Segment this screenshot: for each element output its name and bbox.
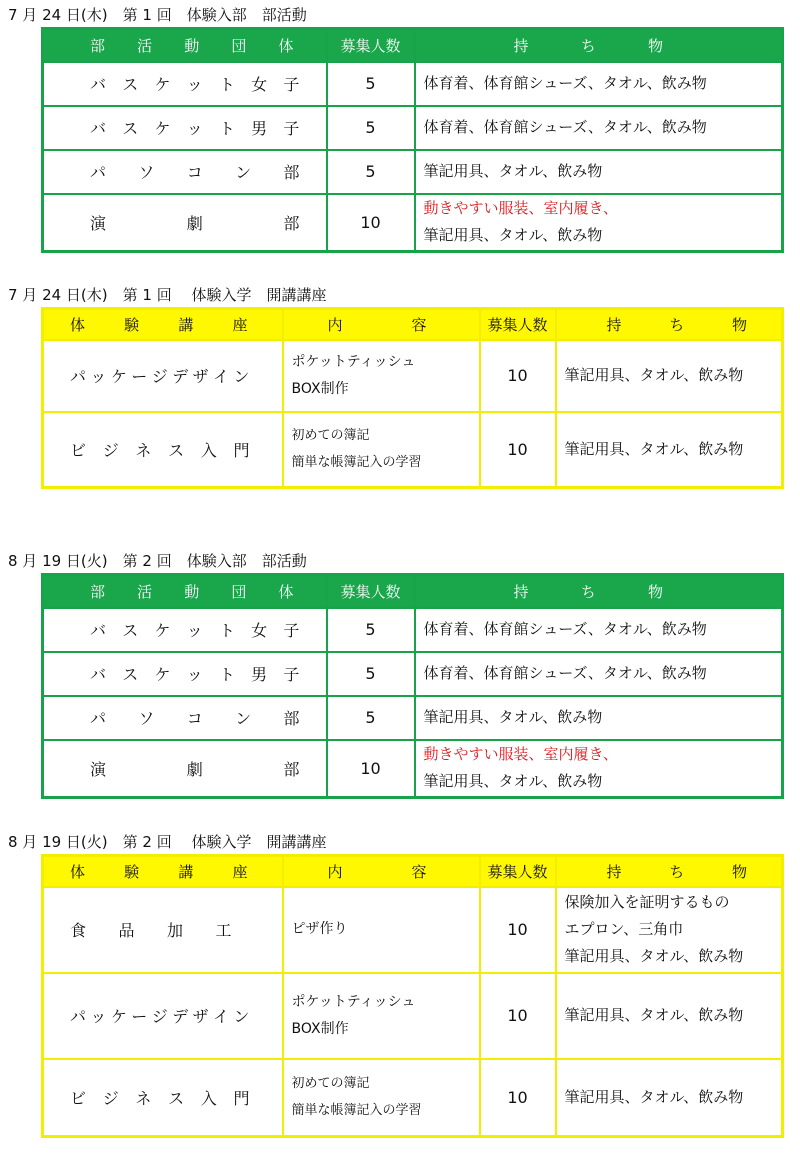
items-list: 筆記用具、タオル、飲み物 — [415, 150, 783, 194]
table-row — [43, 973, 783, 1059]
recruit-count: 10 — [480, 973, 556, 1059]
table-header-row — [43, 29, 783, 62]
items-line: 筆記用具、タオル、飲み物 — [423, 772, 603, 791]
recruit-count: 10 — [480, 412, 556, 488]
items-list: 体育着、体育館シューズ、タオル、飲み物 — [415, 608, 783, 652]
recruit-count: 10 — [480, 887, 556, 973]
table-header-row — [43, 856, 783, 887]
header-items: 持 ち 物 — [415, 575, 783, 608]
recruit-count: 10 — [327, 740, 415, 798]
items-list: 筆記用具、タオル、飲み物 — [556, 412, 783, 488]
recruit-count: 10 — [480, 340, 556, 412]
club-name: 演 劇 部 — [43, 740, 327, 798]
header-count: 募集人数 — [327, 29, 415, 62]
table-row — [43, 652, 783, 696]
course-content: ポケットティッシュ BOX制作 — [283, 973, 480, 1059]
club-name: バ ス ケ ッ ト 男 子 — [43, 652, 327, 696]
club-name: パ ソ コ ン 部 — [43, 696, 327, 740]
table-header-row — [43, 575, 783, 608]
table-row — [43, 412, 783, 488]
table-row — [43, 887, 783, 973]
table-row — [43, 194, 783, 252]
section-heading: 7 月 24 日(木) 第 1 回 体験入部 部活動 — [8, 6, 307, 24]
items-list: 筆記用具、タオル、飲み物 — [556, 973, 783, 1059]
items-list — [415, 194, 783, 252]
items-list: 筆記用具、タオル、飲み物 — [415, 696, 783, 740]
items-note-red: 動きやすい服装、室内履き、 — [423, 199, 618, 218]
table-row — [43, 150, 783, 194]
recruit-count: 5 — [327, 696, 415, 740]
course-content: 初めての簿記 簡単な帳簿記入の学習 — [283, 412, 480, 488]
items-list: 体育着、体育館シューズ、タオル、飲み物 — [415, 62, 783, 106]
header-count: 募集人数 — [480, 856, 556, 887]
recruit-count: 5 — [327, 62, 415, 106]
recruit-count: 5 — [327, 106, 415, 150]
recruit-count: 5 — [327, 608, 415, 652]
recruit-count: 5 — [327, 652, 415, 696]
items-list: 体育着、体育館シューズ、タオル、飲み物 — [415, 652, 783, 696]
recruit-count: 10 — [327, 194, 415, 252]
header-group: 部 活 動 団 体 — [43, 575, 327, 608]
items-note-red: 動きやすい服装、室内履き、 — [423, 745, 618, 764]
items-list: 体育着、体育館シューズ、タオル、飲み物 — [415, 106, 783, 150]
recruit-count: 5 — [327, 150, 415, 194]
items-list: 筆記用具、タオル、飲み物 — [556, 1059, 783, 1137]
header-content: 内 容 — [283, 309, 480, 340]
header-course: 体 験 講 座 — [43, 856, 283, 887]
club-name: 演 劇 部 — [43, 194, 327, 252]
course-table — [41, 307, 784, 489]
header-count: 募集人数 — [327, 575, 415, 608]
header-count: 募集人数 — [480, 309, 556, 340]
club-name: バ ス ケ ッ ト 女 子 — [43, 62, 327, 106]
header-items: 持 ち 物 — [556, 856, 783, 887]
club-name: バ ス ケ ッ ト 男 子 — [43, 106, 327, 150]
recruit-count: 10 — [480, 1059, 556, 1137]
club-name: バ ス ケ ッ ト 女 子 — [43, 608, 327, 652]
header-items: 持 ち 物 — [415, 29, 783, 62]
club-table — [41, 27, 784, 253]
items-list — [415, 740, 783, 798]
course-name: パ ッ ケ ー ジ デ ザ イ ン — [43, 340, 283, 412]
header-group: 部 活 動 団 体 — [43, 29, 327, 62]
items-list: 保険加入を証明するもの エプロン、三角巾 筆記用具、タオル、飲み物 — [556, 887, 783, 973]
table-row — [43, 106, 783, 150]
course-content: ピザ作り — [283, 887, 480, 973]
club-table — [41, 573, 784, 799]
table-header-row — [43, 309, 783, 340]
table-row — [43, 1059, 783, 1137]
section-heading: 8 月 19 日(火) 第 2 回 体験入学 開講講座 — [8, 833, 327, 851]
header-content: 内 容 — [283, 856, 480, 887]
section-heading: 8 月 19 日(火) 第 2 回 体験入部 部活動 — [8, 552, 307, 570]
table-row — [43, 608, 783, 652]
table-row — [43, 340, 783, 412]
club-name: パ ソ コ ン 部 — [43, 150, 327, 194]
course-name: パ ッ ケ ー ジ デ ザ イ ン — [43, 973, 283, 1059]
items-line: 筆記用具、タオル、飲み物 — [423, 226, 603, 245]
header-items: 持 ち 物 — [556, 309, 783, 340]
table-row — [43, 696, 783, 740]
section-heading: 7 月 24 日(木) 第 1 回 体験入学 開講講座 — [8, 286, 327, 304]
header-course: 体 験 講 座 — [43, 309, 283, 340]
course-name: 食 品 加 工 — [43, 887, 283, 973]
course-content: 初めての簿記 簡単な帳簿記入の学習 — [283, 1059, 480, 1137]
course-name: ビ ジ ネ ス 入 門 — [43, 1059, 283, 1137]
table-row — [43, 62, 783, 106]
course-content: ポケットティッシュ BOX制作 — [283, 340, 480, 412]
table-row — [43, 740, 783, 798]
course-table — [41, 854, 784, 1138]
items-list: 筆記用具、タオル、飲み物 — [556, 340, 783, 412]
course-name: ビ ジ ネ ス 入 門 — [43, 412, 283, 488]
